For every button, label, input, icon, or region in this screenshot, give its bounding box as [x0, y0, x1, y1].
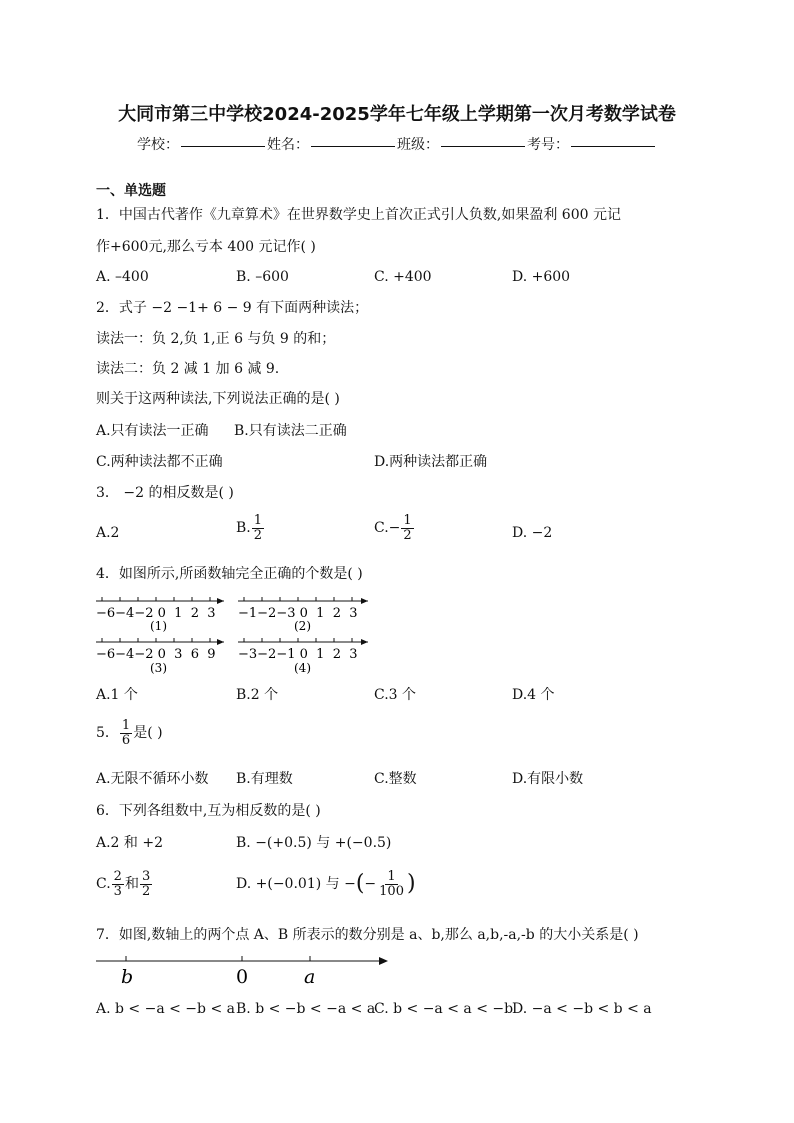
student-info-line	[0, 138, 794, 152]
q7-stem: 7．如图,数轴上的两个点 A、B 所表示的数分别是 a、b,那么 a,b,-a,-b 的大小关系是( )	[96, 927, 639, 943]
q7-option-b[interactable]: B. b < −b < −a < a	[236, 1001, 376, 1017]
name-blank[interactable]	[311, 146, 395, 147]
name-label: 姓名：	[267, 137, 309, 153]
figure-caption-4: (4)	[294, 661, 311, 675]
q7-option-d[interactable]: D. −a < −b < b < a	[512, 1001, 652, 1017]
q1-stem-line1: 1．中国古代著作《九章算术》在世界数学史上首次正式引人负数,如果盈利 600 元记	[96, 207, 621, 223]
q5-option-d[interactable]: D.有限小数	[512, 771, 584, 787]
numerator: 1	[403, 513, 412, 528]
q3-option-c[interactable]	[374, 514, 415, 542]
denominator: 2	[403, 527, 412, 543]
arrow-icon	[361, 639, 368, 645]
q2-option-d[interactable]: D.两种读法都正确	[374, 454, 488, 470]
numerator: 1	[253, 513, 263, 528]
q2-stem-line2: 读法一：负 2,负 1,正 6 与负 9 的和；	[96, 331, 336, 347]
q3-option-c-label: C.−	[374, 520, 401, 537]
q1-option-c[interactable]: C. +400	[374, 269, 432, 285]
q4-stem: 4．如图所示,所函数轴完全正确的个数是( )	[96, 566, 363, 582]
figure-caption-2: (2)	[294, 619, 311, 633]
number-line-3-labels: −6−4−2 0 3 6 9	[96, 647, 216, 662]
q1-option-a[interactable]: A. –400	[96, 269, 149, 285]
denominator: 3	[113, 883, 122, 899]
q6-stem: 6．下列各组数中,互为相反数的是( )	[96, 803, 321, 819]
origin-label: 0	[236, 966, 249, 988]
fraction	[252, 514, 264, 542]
q5-option-a[interactable]: A.无限不循环小数	[96, 771, 209, 787]
arrow-icon	[361, 598, 368, 604]
fraction	[377, 870, 406, 898]
denominator: 100	[379, 883, 404, 899]
numerator: 1	[121, 718, 131, 733]
q4-option-c[interactable]: C.3 个	[374, 687, 417, 703]
q1-stem-line2: 作+600元,那么亏本 400 元记作( )	[96, 239, 316, 255]
q2-option-b[interactable]: B.只有读法二正确	[234, 423, 347, 439]
point-b-label: b	[121, 966, 134, 988]
section-heading: 一、单选题	[96, 183, 166, 199]
class-label: 班级：	[397, 137, 439, 153]
q6-option-d[interactable]: D. +(−0.01) 与 −(− $\frac{1}{100}$ )	[236, 869, 416, 899]
q2-option-c[interactable]: C.两种读法都不正确	[96, 454, 223, 470]
figure-caption-1: (1)	[150, 619, 167, 633]
arrow-icon	[379, 957, 388, 965]
q3-stem: 3． −2 的相反数是( )	[96, 485, 234, 501]
q7-number-line	[94, 950, 394, 990]
q5-option-b[interactable]: B.有理数	[236, 771, 293, 787]
q2-stem-line1: 2．式子 −2 −1+ 6 − 9 有下面两种读法；	[96, 300, 369, 316]
number-line-1-labels: −6−4−2 0 1 2 3	[96, 606, 216, 621]
q3-option-d[interactable]: D. −2	[512, 525, 553, 541]
number-line-figures	[90, 592, 380, 682]
arrow-icon	[217, 598, 224, 604]
q5-option-c[interactable]: C.整数	[374, 771, 417, 787]
fraction	[140, 870, 152, 898]
q4-option-b[interactable]: B.2 个	[236, 687, 279, 703]
q5-stem-tail: 是( )	[133, 725, 163, 742]
q1-option-b[interactable]: B. –600	[236, 269, 289, 285]
q2-stem-line3: 读法二：负 2 减 1 加 6 减 9.	[96, 361, 280, 377]
arrow-icon	[217, 639, 224, 645]
denominator: 2	[141, 883, 151, 899]
number-line-2	[238, 597, 368, 633]
q6-option-a[interactable]: A.2 和 +2	[96, 835, 164, 851]
page-title: 大同市第三中学校2024-2025学年七年级上学期第一次月考数学试卷	[118, 104, 676, 125]
denominator: 2	[253, 527, 263, 543]
q6-option-c[interactable]	[96, 870, 153, 898]
school-label: 学校：	[137, 137, 179, 153]
point-a-label: a	[304, 966, 316, 988]
q6-option-c-label: C.	[96, 876, 111, 893]
numerator: 2	[113, 869, 122, 884]
number-line-4	[238, 638, 368, 675]
q3-option-a[interactable]: A.2	[96, 525, 120, 541]
number-line-2-labels: −1−2−3 0 1 2 3	[238, 606, 358, 621]
q6-option-b[interactable]: B. −(+0.5) 与 +(−0.5)	[236, 835, 392, 851]
number-line-4-labels: −3−2−1 0 1 2 3	[238, 647, 358, 662]
figure-caption-3: (3)	[150, 661, 167, 675]
q5-number: 5．	[96, 725, 119, 742]
q2-stem-line4: 则关于这两种读法,下列说法正确的是( )	[96, 391, 340, 407]
q4-option-d[interactable]: D.4 个	[512, 687, 555, 703]
q3-option-b-label: B.	[236, 520, 251, 537]
numerator: 1	[387, 869, 396, 884]
fraction	[112, 870, 124, 898]
right-paren: )	[406, 871, 416, 897]
number-label: 考号：	[527, 137, 569, 153]
q4-option-a[interactable]: A.1 个	[96, 687, 138, 703]
q6-option-c-and: 和	[124, 876, 139, 893]
q1-option-d[interactable]: D. +600	[512, 269, 571, 285]
number-line-3	[96, 638, 224, 675]
q7-option-a[interactable]: A. b < −a < −b < a	[96, 1001, 235, 1017]
denominator: 6	[121, 732, 131, 748]
q6-option-d-label: D. +(−0.01) 与 −	[236, 876, 356, 893]
number-line-1	[96, 597, 224, 633]
q7-option-c[interactable]: C. b < −a < a < −b	[374, 1001, 514, 1017]
q2-option-a[interactable]: A.只有读法一正确	[96, 423, 209, 439]
q5-stem	[96, 719, 163, 747]
school-blank[interactable]	[181, 146, 265, 147]
number-blank[interactable]	[571, 146, 655, 147]
class-blank[interactable]	[441, 146, 525, 147]
numerator: 3	[141, 869, 151, 884]
left-paren: (	[355, 871, 365, 897]
q3-option-b[interactable]	[236, 514, 265, 542]
fraction	[401, 514, 413, 542]
fraction	[120, 719, 132, 747]
